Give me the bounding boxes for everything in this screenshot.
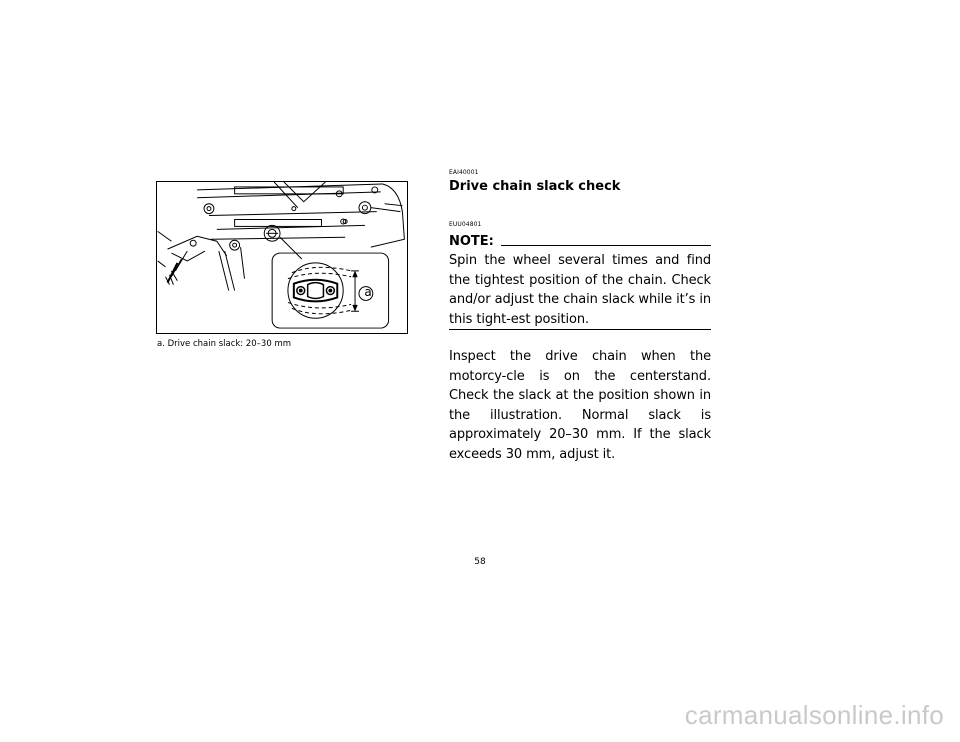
page-number: 58 (474, 557, 486, 567)
watermark: carmanualsonline.info (684, 700, 944, 730)
section-title: Drive chain slack check (449, 179, 621, 194)
note-header (449, 235, 711, 248)
body-paragraph: Inspect the drive chain when the motorcy-cle is on the centerstand. Check the slack at the position shown in the illustration. Normal slack is approximately 20–30 mm. If the slack exceeds 30 mm, adjust it. (449, 349, 711, 462)
section-code: EAI40001 (449, 169, 479, 176)
note-code: EUU04801 (449, 221, 482, 228)
callout-letter-a: a (364, 285, 372, 299)
figure-caption: a. Drive chain slack: 20–30 mm (157, 339, 291, 349)
note-text: Spin the wheel several times and find the tightest position of the chain. Check and/or adjust the chain slack while it’s in this tight-est position. (449, 253, 711, 327)
note-end-rule (449, 329, 711, 330)
note-label: NOTE: (449, 234, 494, 249)
note-header-rule (501, 245, 711, 246)
chain-slack-illustration (156, 181, 408, 334)
